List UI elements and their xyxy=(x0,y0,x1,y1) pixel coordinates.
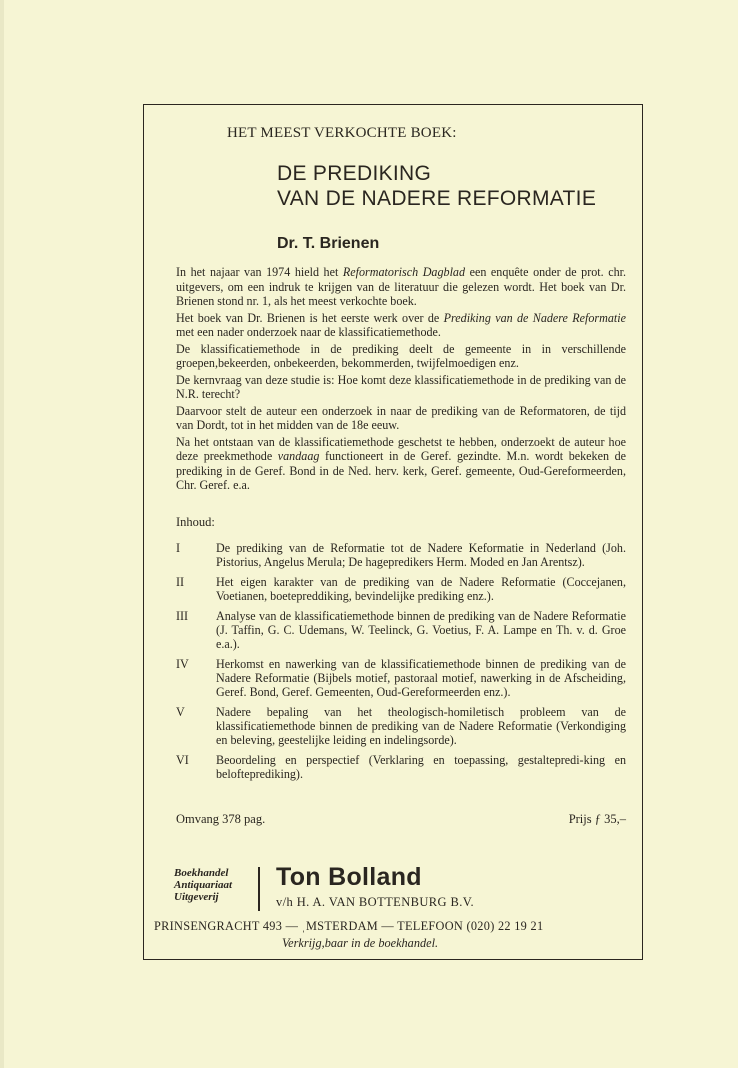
toc-text: Analyse van de klassificatiemethode binnen de prediking van de Nadere Reformatie (J. Taffin, G. C. Udemans, W. Teelinck, G. Voetius, F. A. Lampe en Th. v. d. Groe e.a.). xyxy=(216,609,626,651)
page-count: Omvang 378 pag. xyxy=(176,812,266,826)
toc-item xyxy=(176,705,626,747)
role-bookshop: Boekhandel xyxy=(174,867,229,879)
toc-number: V xyxy=(176,705,185,719)
author-name: Dr. T. Brienen xyxy=(277,235,380,252)
price: Prijs ƒ 35,– xyxy=(568,812,626,826)
toc-item xyxy=(176,609,626,651)
toc-text: Herkomst en nawerking van de klassificatiemethode binnen de prediking van de Nadere Reformatie (Bijbels motief, pastoraal motief, nawerking in de Afscheiding, Geref. Bond, Geref. Gemeenten, Oud-Gereformeerden enz.). xyxy=(216,657,626,699)
toc-number: IV xyxy=(176,657,189,671)
table-of-contents xyxy=(176,541,626,787)
publisher-address: PRINSENGRACHT 493 — ˌMSTERDAM — TELEFOON (020) 22 19 21 xyxy=(154,919,544,933)
toc-text: Het eigen karakter van de prediking van de Nadere Reformatie (Coccejanen, Voetianen, boetepreddiking, bevindelijke prediking enz.). xyxy=(216,575,626,603)
toc-text: Nadere bepaling van het theologisch-homiletisch probleem van de klassificatiemethode binnen de prediking van de Nadere Reformatie (Verkondiging en beleving, geestelijke leiding en indelingsorde). xyxy=(216,705,626,747)
publisher-successor: v/h H. A. VAN BOTTENBURG B.V. xyxy=(276,895,475,909)
toc-text: De prediking van de Reformatie tot de Nadere Keformatie in Nederland (Joh. Pistorius, Angelus Merula; De hagepredikers Herm. Moded en Jan Arentsz). xyxy=(216,541,626,569)
toc-number: II xyxy=(176,575,185,589)
toc-item xyxy=(176,753,626,781)
availability-note: Verkrijg,baar in de boekhandel. xyxy=(282,936,439,950)
paragraph-today: Na het ontstaan van de klassificatiemethode geschetst te hebben, onderzoekt de auteur hoe deze preekmethode vandaag functioneert in de Geref. gezindte. M.n. wordt bekeken de prediking in de Geref. Bond in de Ned. herv. kerk, Geref. gemeente, Oud-Gereformeerden, Chr. Geref. e.a. xyxy=(176,434,626,492)
publisher-roles xyxy=(174,867,232,903)
publisher-name: Ton Bolland xyxy=(276,863,422,891)
paragraph-survey: In het najaar van 1974 hield het Reformatorisch Dagblad een enquête onder de prot. chr. uitgevers, om een indruk te krijgen van de literatuur die gelezen wordt. Het boek van Dr. Brienen stond nr. 1, als het meest verkochte boek. xyxy=(176,265,627,308)
role-publisher: Uitgeverij xyxy=(174,891,219,903)
toc-number: I xyxy=(176,541,181,555)
paragraph-first-work: Het boek van Dr. Brienen is het eerste werk over de Prediking van de Nadere Reformatie met een nader onderzoek naar de klassificatiemethode. xyxy=(176,310,626,339)
role-antiquarian: Antiquariaat xyxy=(174,879,233,891)
book-title-line-1: DE PREDIKING xyxy=(277,162,432,185)
vertical-divider xyxy=(258,867,260,911)
toc-item xyxy=(176,657,626,699)
book-title xyxy=(277,161,596,211)
advertisement-frame xyxy=(143,104,643,960)
contents-heading: Inhoud: xyxy=(176,515,215,529)
description xyxy=(176,265,626,495)
paragraph-question: De kernvraag van deze studie is: Hoe komt deze klassificatiemethode in de prediking van de N.R. terecht? xyxy=(176,372,626,401)
paragraph-method: De klassificatiemethode in de prediking deelt de gemeente in in verschillende groepen,bekeerden, onbekeerden, bekommerden, twijfelmoedigen enz. xyxy=(176,341,626,370)
toc-item xyxy=(176,575,626,603)
lead-heading: HET MEEST VERKOCHTE BOEK: xyxy=(227,125,457,141)
book-title-line-2: VAN DE NADERE REFORMATIE xyxy=(277,187,597,210)
toc-item xyxy=(176,541,626,569)
paragraph-research: Daarvoor stelt de auteur een onderzoek in naar de prediking van de Reformatoren, de tijd van Dordt, tot in het midden van de 18e eeuw. xyxy=(176,403,626,432)
toc-number: VI xyxy=(176,753,189,767)
toc-text: Beoordeling en perspectief (Verklaring en toepassing, gestaltepredi-king en belofteprediking). xyxy=(216,753,626,781)
toc-number: III xyxy=(176,609,189,623)
